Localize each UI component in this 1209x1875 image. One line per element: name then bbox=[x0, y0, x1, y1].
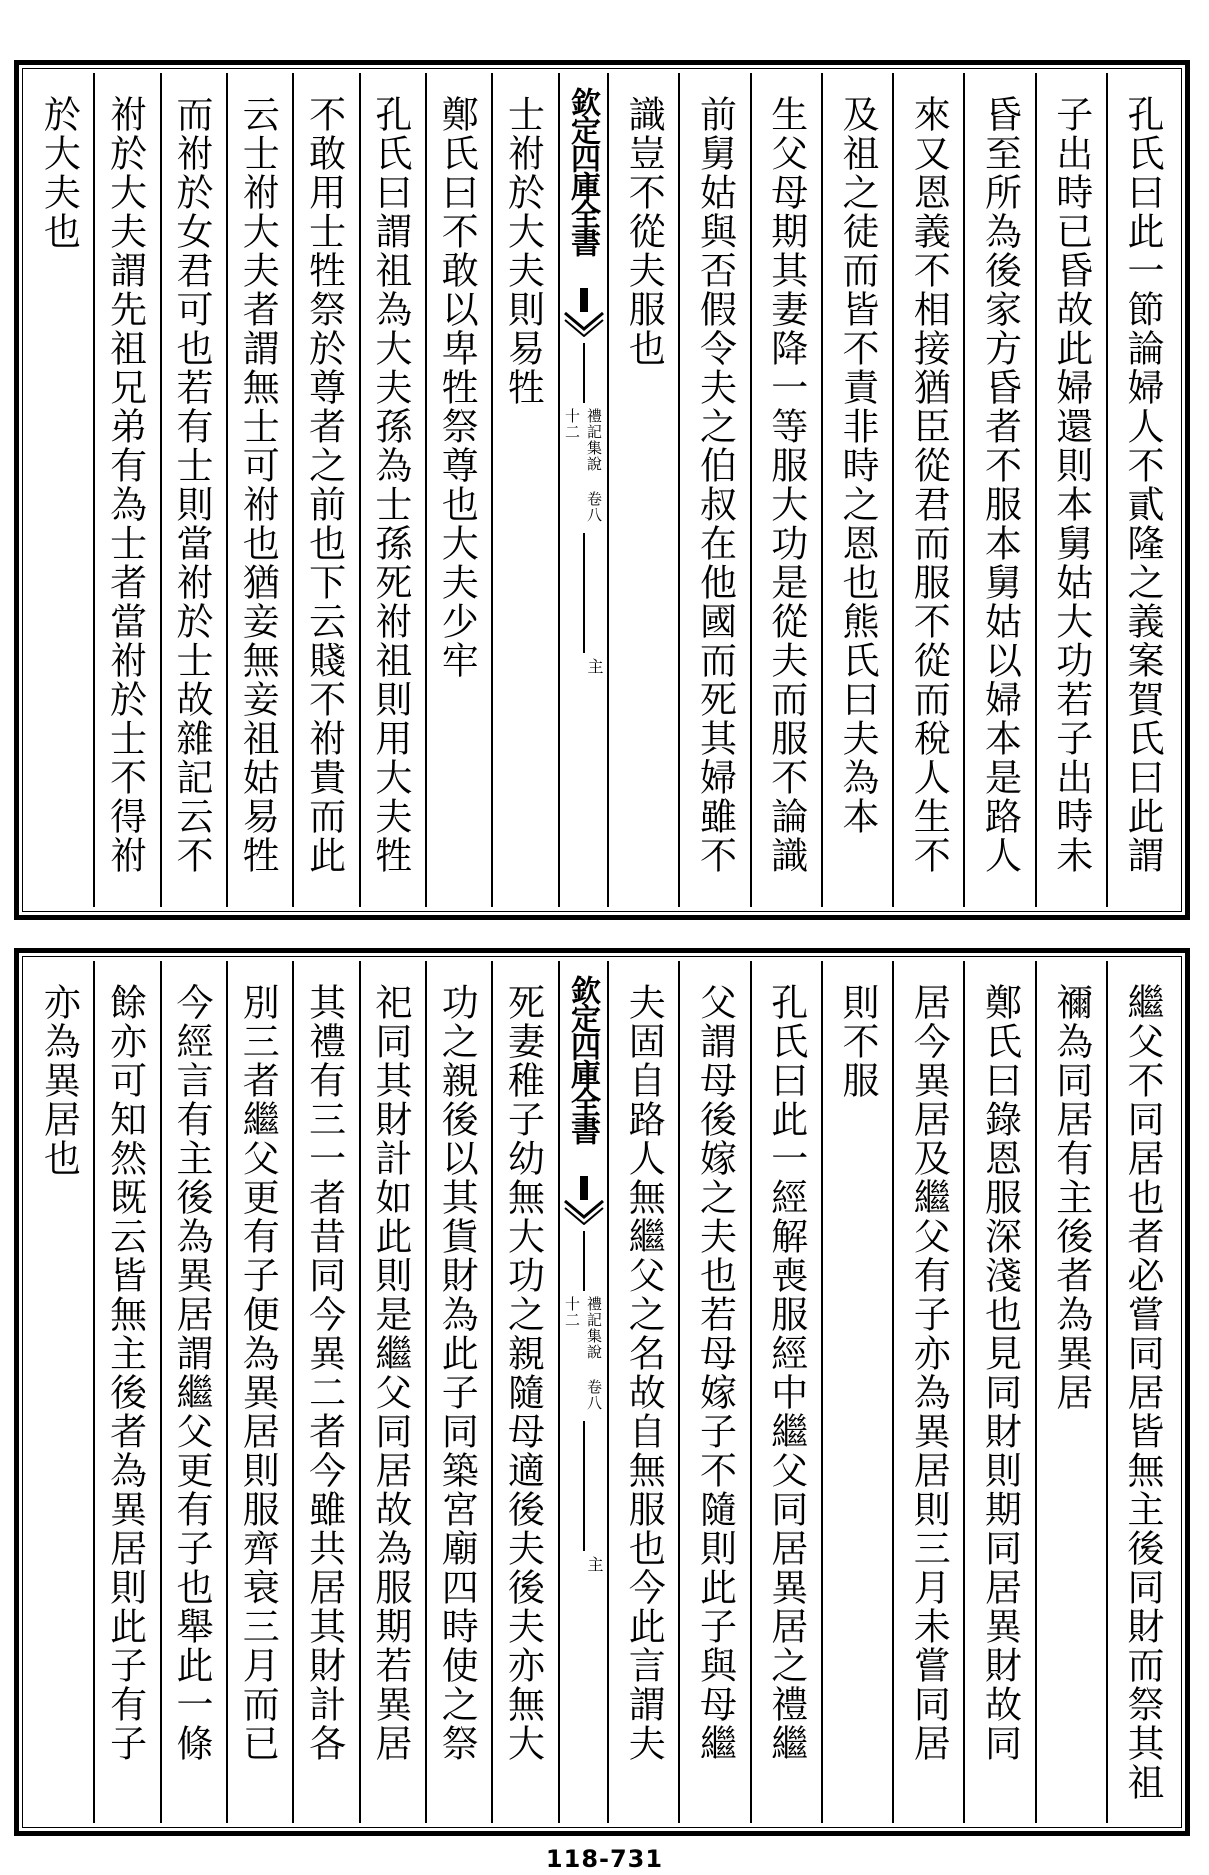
text-column: 孔氏曰此一經解喪服經中繼父同居異居之禮繼 bbox=[750, 961, 821, 1823]
text-column: 繼父不同居也者必嘗同居皆無主後同財而祭其祖 bbox=[1106, 961, 1177, 1823]
text-column: 子出時已昏故此婦還則本舅姑大功若子出時未 bbox=[1035, 73, 1106, 907]
banner-line bbox=[583, 1421, 585, 1551]
text-column: 亦為異居也 bbox=[37, 983, 81, 1178]
bottom-page-frame bbox=[14, 948, 1190, 1836]
bottom-page-columns bbox=[27, 961, 1177, 1823]
text-column: 來又恩義不相接猶臣從君而服不從而稅人生不 bbox=[892, 73, 963, 907]
text-column: 父謂母後嫁之夫也若母嫁子不隨則此子與母繼 bbox=[678, 961, 749, 1823]
text-column: 及祖之徒而皆不責非時之恩也熊氏曰夫為本 bbox=[821, 73, 892, 907]
text-column: 不敢用士牲祭於尊者之前也下云賤不祔貴而此 bbox=[292, 73, 358, 907]
text-column: 鄭氏曰不敢以卑牲祭尊也大夫少牢 bbox=[425, 73, 491, 907]
page-number: 118-731 bbox=[545, 1845, 664, 1873]
text-column: 孔氏曰此一節論婦人不貳隆之義案賀氏曰此謂 bbox=[1106, 73, 1177, 907]
top-page-columns bbox=[27, 73, 1177, 907]
banner-line bbox=[583, 533, 585, 653]
center-banner bbox=[558, 73, 607, 907]
banner-bar bbox=[580, 288, 588, 312]
text-column: 於大夫也 bbox=[37, 95, 81, 251]
banner-book-title bbox=[562, 1296, 605, 1416]
text-column: 孔氏曰謂祖為大夫孫為士孫死祔祖則用大夫牲 bbox=[359, 73, 425, 907]
banner-title: 欽定四庫全書 bbox=[565, 975, 600, 1143]
text-column: 識豈不從夫服也 bbox=[607, 73, 678, 907]
text-column: 功之親後以其貨財為此子同築宮廟四時使之祭 bbox=[425, 961, 491, 1823]
banner-bar bbox=[580, 1176, 588, 1200]
top-page-frame bbox=[14, 60, 1190, 920]
text-column: 居今異居及繼父有子亦為異居則三月未嘗同居 bbox=[892, 961, 963, 1823]
text-column: 餘亦可知然既云皆無主後者為異居則此子有子 bbox=[93, 961, 159, 1823]
text-column: 則不服 bbox=[821, 961, 892, 1823]
banner-book: 禮記集說 bbox=[585, 1296, 603, 1360]
text-column: 昏至所為後家方昏者不服本舅姑以婦本是路人 bbox=[963, 73, 1034, 907]
text-column: 夫固自路人無繼父之名故自無服也今此言謂夫 bbox=[607, 961, 678, 1823]
fish-tail-icon bbox=[563, 1199, 605, 1225]
banner-volume: 卷八十二 bbox=[563, 1296, 603, 1411]
text-column: 其禮有三一者昔同今異二者今雖共居其財計各 bbox=[292, 961, 358, 1823]
center-banner bbox=[558, 961, 607, 1823]
text-column: 祀同其財計如此則是繼父同居故為服期若異居 bbox=[359, 961, 425, 1823]
banner-leaf-number: 主 bbox=[585, 1556, 604, 1572]
text-column: 別三者繼父更有子便為異居則服齊衰三月而已 bbox=[226, 961, 292, 1823]
banner-book: 禮記集說 bbox=[585, 408, 603, 472]
fish-tail-icon bbox=[563, 311, 605, 337]
banner-title: 欽定四庫全書 bbox=[565, 87, 600, 255]
text-column: 今經言有主後為異居謂繼父更有子也舉此一條 bbox=[160, 961, 226, 1823]
text-column: 生父母期其妻降一等服大功是從夫而服不論識 bbox=[750, 73, 821, 907]
text-column: 鄭氏曰錄恩服深淺也見同財則期同居異財故同 bbox=[963, 961, 1034, 1823]
text-column: 而祔於女君可也若有士則當祔於士故雜記云不 bbox=[160, 73, 226, 907]
banner-leaf-number: 主 bbox=[585, 658, 604, 674]
text-column: 祔於大夫謂先祖兄弟有為士者當祔於士不得祔 bbox=[93, 73, 159, 907]
banner-volume: 卷八十二 bbox=[563, 408, 603, 523]
banner-line bbox=[583, 1231, 585, 1291]
banner-book-title bbox=[562, 408, 605, 528]
banner-line bbox=[583, 343, 585, 403]
text-column: 云士祔大夫者謂無士可祔也猶妾無妾祖姑易牲 bbox=[226, 73, 292, 907]
text-column: 前舅姑與否假令夫之伯叔在他國而死其婦雖不 bbox=[678, 73, 749, 907]
text-column: 死妻稚子幼無大功之親隨母適後夫後夫亦無大 bbox=[491, 961, 557, 1823]
text-column: 士祔於大夫則易牲 bbox=[491, 73, 557, 907]
text-column: 禰為同居有主後者為異居 bbox=[1035, 961, 1106, 1823]
